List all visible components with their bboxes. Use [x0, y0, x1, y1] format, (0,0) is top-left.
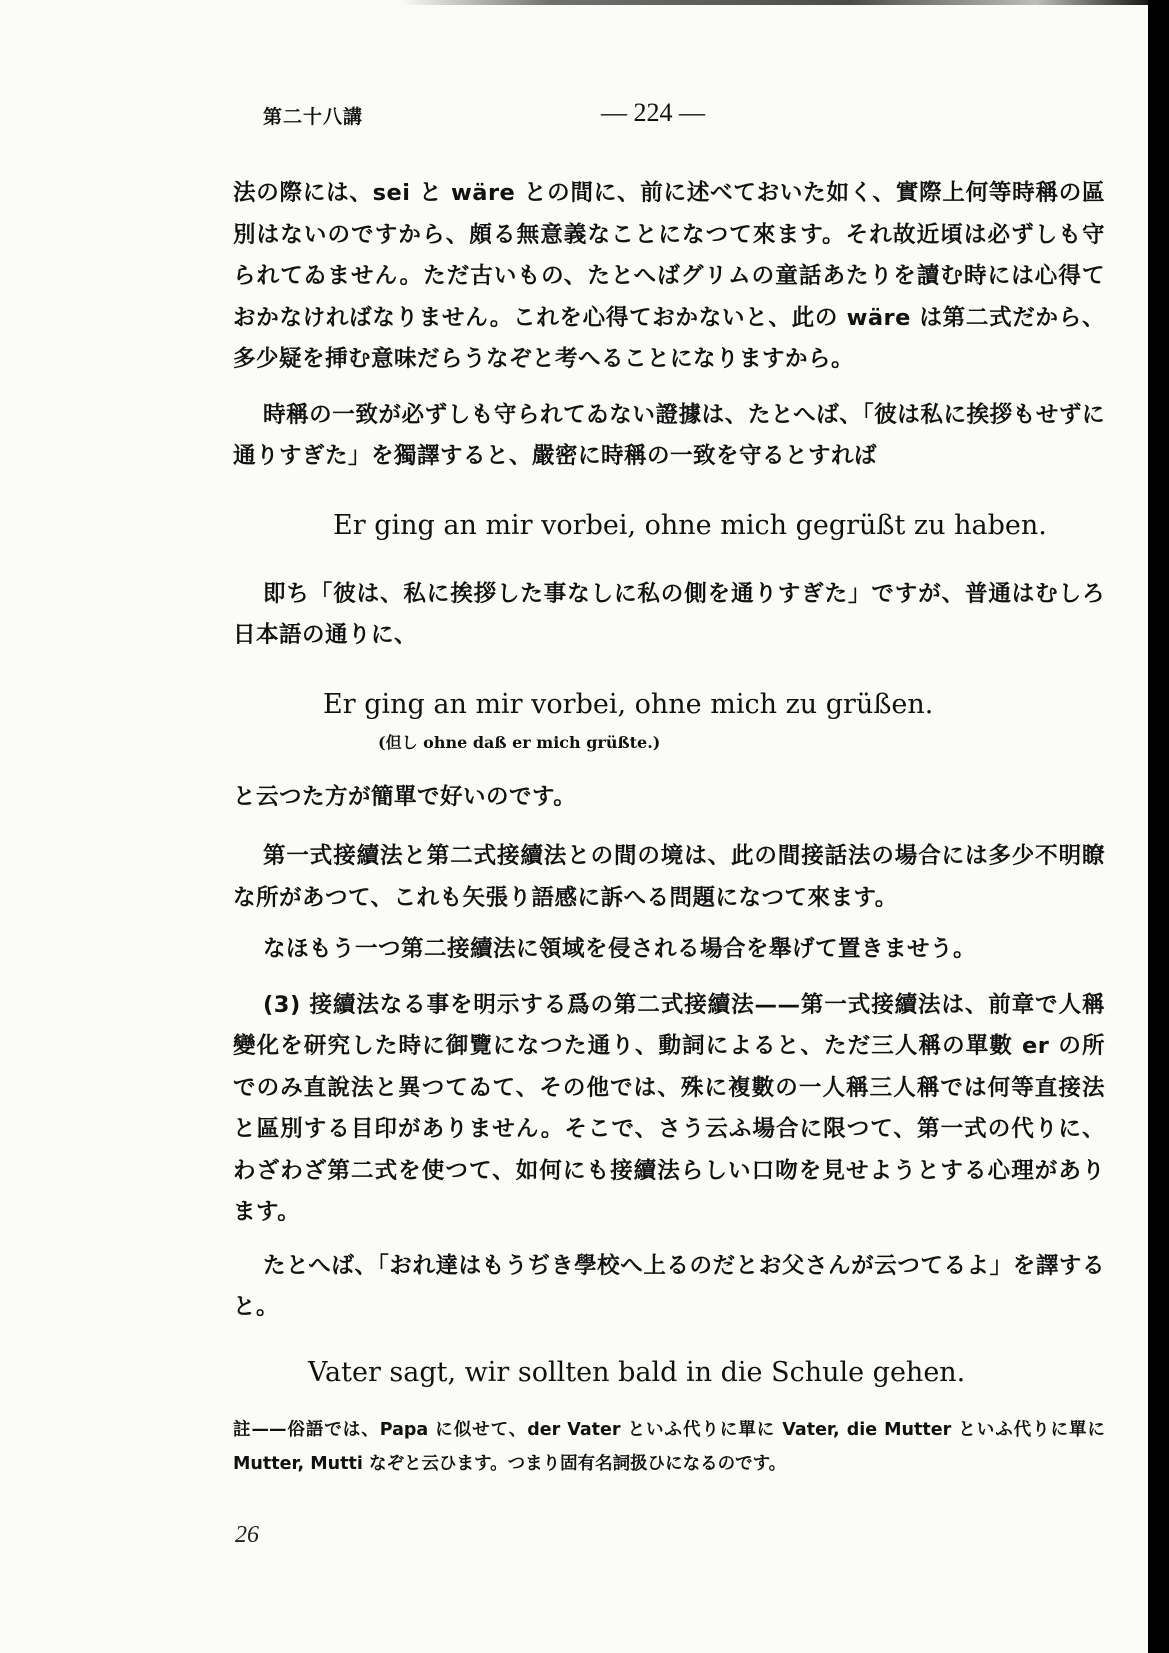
german-example: Er ging an mir vorbei, ohne mich gegrüßt zu haben. — [333, 509, 1047, 541]
page-number: — 224 — — [601, 98, 705, 127]
german-example-note: (但し ohne daß er mich grüßte.) — [378, 732, 661, 752]
page-header — [263, 98, 1103, 134]
paragraph: 時稱の一致が必ずしも守られてゐない證據は、たとへば、「彼は私に挨拶もせずに通りすぎた」を獨譯すると、嚴密に時稱の一致を守るとすれば — [233, 401, 1105, 469]
paragraph: 法の際には、sei と wäre との間に、前に述べておいた如く、實際上何等時稱の區別はないのですから、頗る無意義なことになつて來ます。それ故近頃は必ずしも守られてゐません。ただ古いもの、たとへばグリムの童話あたりを讀む時には心得ておかなければなりません。これを心得ておかないと、此の wäre は第二式だから、多少疑を挿む意味だらうなぞと考へることになりますから。 — [233, 180, 1105, 372]
paragraph: と云つた方が簡單で好いのです。 — [233, 783, 577, 810]
german-example: Vater sagt, wir sollten bald in die Schule gehen. — [308, 1356, 966, 1388]
sheet-number: 26 — [235, 1522, 259, 1548]
chapter-label: 第二十八講 — [263, 106, 364, 128]
paragraph: なほもう一つ第二接續法に領域を侵される場合を舉げて置きませう。 — [263, 936, 977, 962]
page-body — [233, 173, 1105, 1498]
footnote: 註——俗語では、Papa に似せて、der Vater といふ代りに單に Vater, die Mutter といふ代りに單に Mutter, Mutti なぞと云ひます。つまり固有名詞扱ひになるのです。 — [233, 1419, 1105, 1474]
paragraph: (3) 接續法なる事を明示する爲の第二式接續法——第一式接續法は、前章で人稱變化を研究した時に御覽になつた通り、動詞によると、ただ三人稱の單數 er の所でのみ直說法と異つてゐて、その他では、殊に複數の一人稱三人稱では何等直接法と區別する目印がありません。そこで、さう云ふ場合に限つて、第一式の代りに、わざわざ第二式を使つて、如何にも接續法らしい口吻を見せようとする心理があります。 — [233, 991, 1105, 1225]
scan-border — [1148, 0, 1169, 1653]
scan-edge-noise — [400, 0, 1148, 5]
paragraph: 第一式接續法と第二式接續法との間の境は、此の間接話法の場合には多少不明瞭な所があつて、これも矢張り語感に訴へる問題になつて來ます。 — [233, 843, 1105, 911]
paragraph: たとへば、「おれ達はもうぢき學校へ上るのだとお父さんが云つてるよ」を譯すると。 — [233, 1252, 1105, 1320]
paragraph: 即ち「彼は、私に挨拶した事なしに私の側を通りすぎた」ですが、普通はむしろ日本語の通りに、 — [233, 580, 1105, 648]
german-example: Er ging an mir vorbei, ohne mich zu grüßen. — [323, 688, 934, 720]
